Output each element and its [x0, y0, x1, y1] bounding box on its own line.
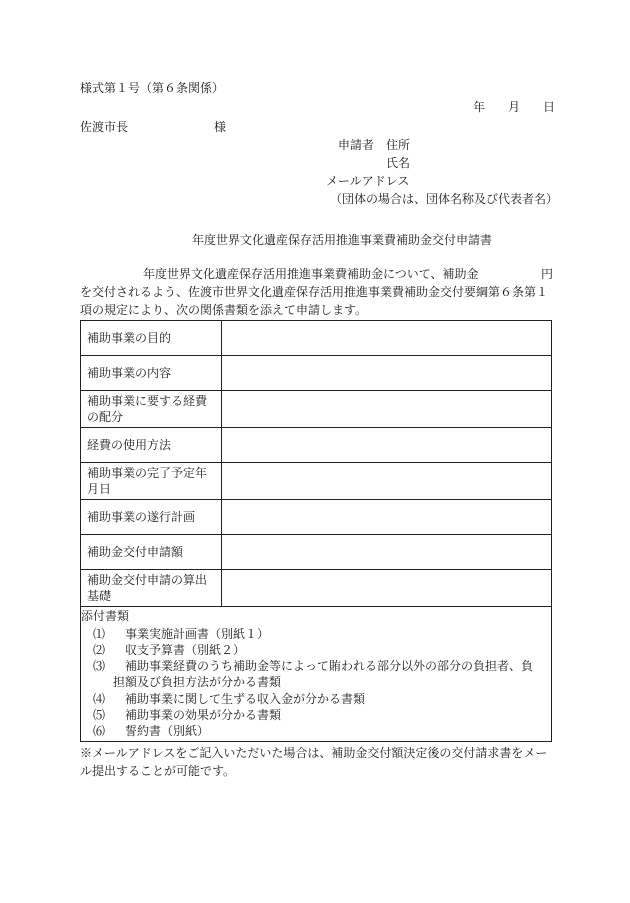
attachments-box: 添付書類 ⑴ 事業実施計画書（別紙１） ⑵ 収支予算書（別紙２） ⑶ 補助事業経費のうち補助金等によって賄われる部分以外の部分の負担者、負 担額及び負担方法が分かる書類 ⑷ 補助事業に関して生ずる収入金が分かる書類 ⑸ 補助事業の効果が分かる書類 ⑹ 誓約書（別紙）: [80, 602, 552, 742]
row-label: 補助金交付申請の算出 基礎: [81, 570, 222, 607]
body-line-1: 年度世界文化遺産保存活用推進事業費補助金について、補助金: [143, 267, 479, 281]
footnote-line-2: ル提出することが可能です。: [80, 764, 236, 778]
row-label: 経費の使用方法: [81, 428, 222, 463]
application-table: [80, 320, 552, 607]
row-value-cell[interactable]: [222, 321, 552, 356]
date-month-label: 月: [508, 100, 521, 114]
document-title: 年度世界文化遺産保存活用推進事業費補助金交付申請書: [192, 233, 493, 247]
footnote: [80, 744, 560, 780]
date-day-label: 日: [543, 100, 556, 114]
row-label: 補助事業の目的: [81, 321, 222, 356]
body-line-3: 項の規定により、次の関係書類を添えて申請します。: [80, 303, 368, 317]
addressee-honorific: 様: [214, 120, 227, 134]
row-label: 補助事業に要する経費 の配分: [81, 391, 222, 428]
body-yen: 円: [541, 267, 554, 281]
form-number: 様式第１号（第６条関係）: [80, 81, 225, 95]
applicant-name-label: 氏名: [386, 156, 411, 170]
applicant-email-label: メールアドレス: [326, 174, 410, 188]
table-row: [81, 321, 552, 356]
table-row: [81, 356, 552, 391]
row-label: 補助金交付申請額: [81, 535, 222, 570]
row-label: 補助事業の完了予定年 月日: [81, 463, 222, 500]
row-value-cell[interactable]: [222, 535, 552, 570]
table-row: [81, 570, 552, 607]
row-value-cell[interactable]: [222, 428, 552, 463]
attachments-title: 添付書類: [81, 609, 130, 623]
row-value-cell[interactable]: [222, 391, 552, 428]
row-value-cell[interactable]: [222, 463, 552, 500]
table-row: [81, 463, 552, 500]
table-row: [81, 500, 552, 535]
applicant-address-label: 住所: [386, 138, 411, 152]
row-value-cell[interactable]: [222, 356, 552, 391]
applicant-label: 申請者: [338, 138, 375, 152]
applicant-note: （団体の場合は、団体名称及び代表者名）: [330, 192, 559, 206]
row-value-cell[interactable]: [222, 500, 552, 535]
table-row: [81, 535, 552, 570]
row-label: 補助事業の遂行計画: [81, 500, 222, 535]
body-line-2: を交付されるよう、佐渡市世界文化遺産保存活用推進事業費補助金交付要綱第６条第１: [80, 285, 549, 299]
footnote-line-1: ※メールアドレスをご記入いただいた場合は、補助金交付額決定後の交付請求書をメー: [80, 746, 548, 760]
date-year-label: 年: [473, 100, 486, 114]
table-row: [81, 428, 552, 463]
row-value-cell[interactable]: [222, 570, 552, 607]
addressee-name: 佐渡市長: [80, 120, 129, 134]
table-row: [81, 391, 552, 428]
row-label: 補助事業の内容: [81, 356, 222, 391]
